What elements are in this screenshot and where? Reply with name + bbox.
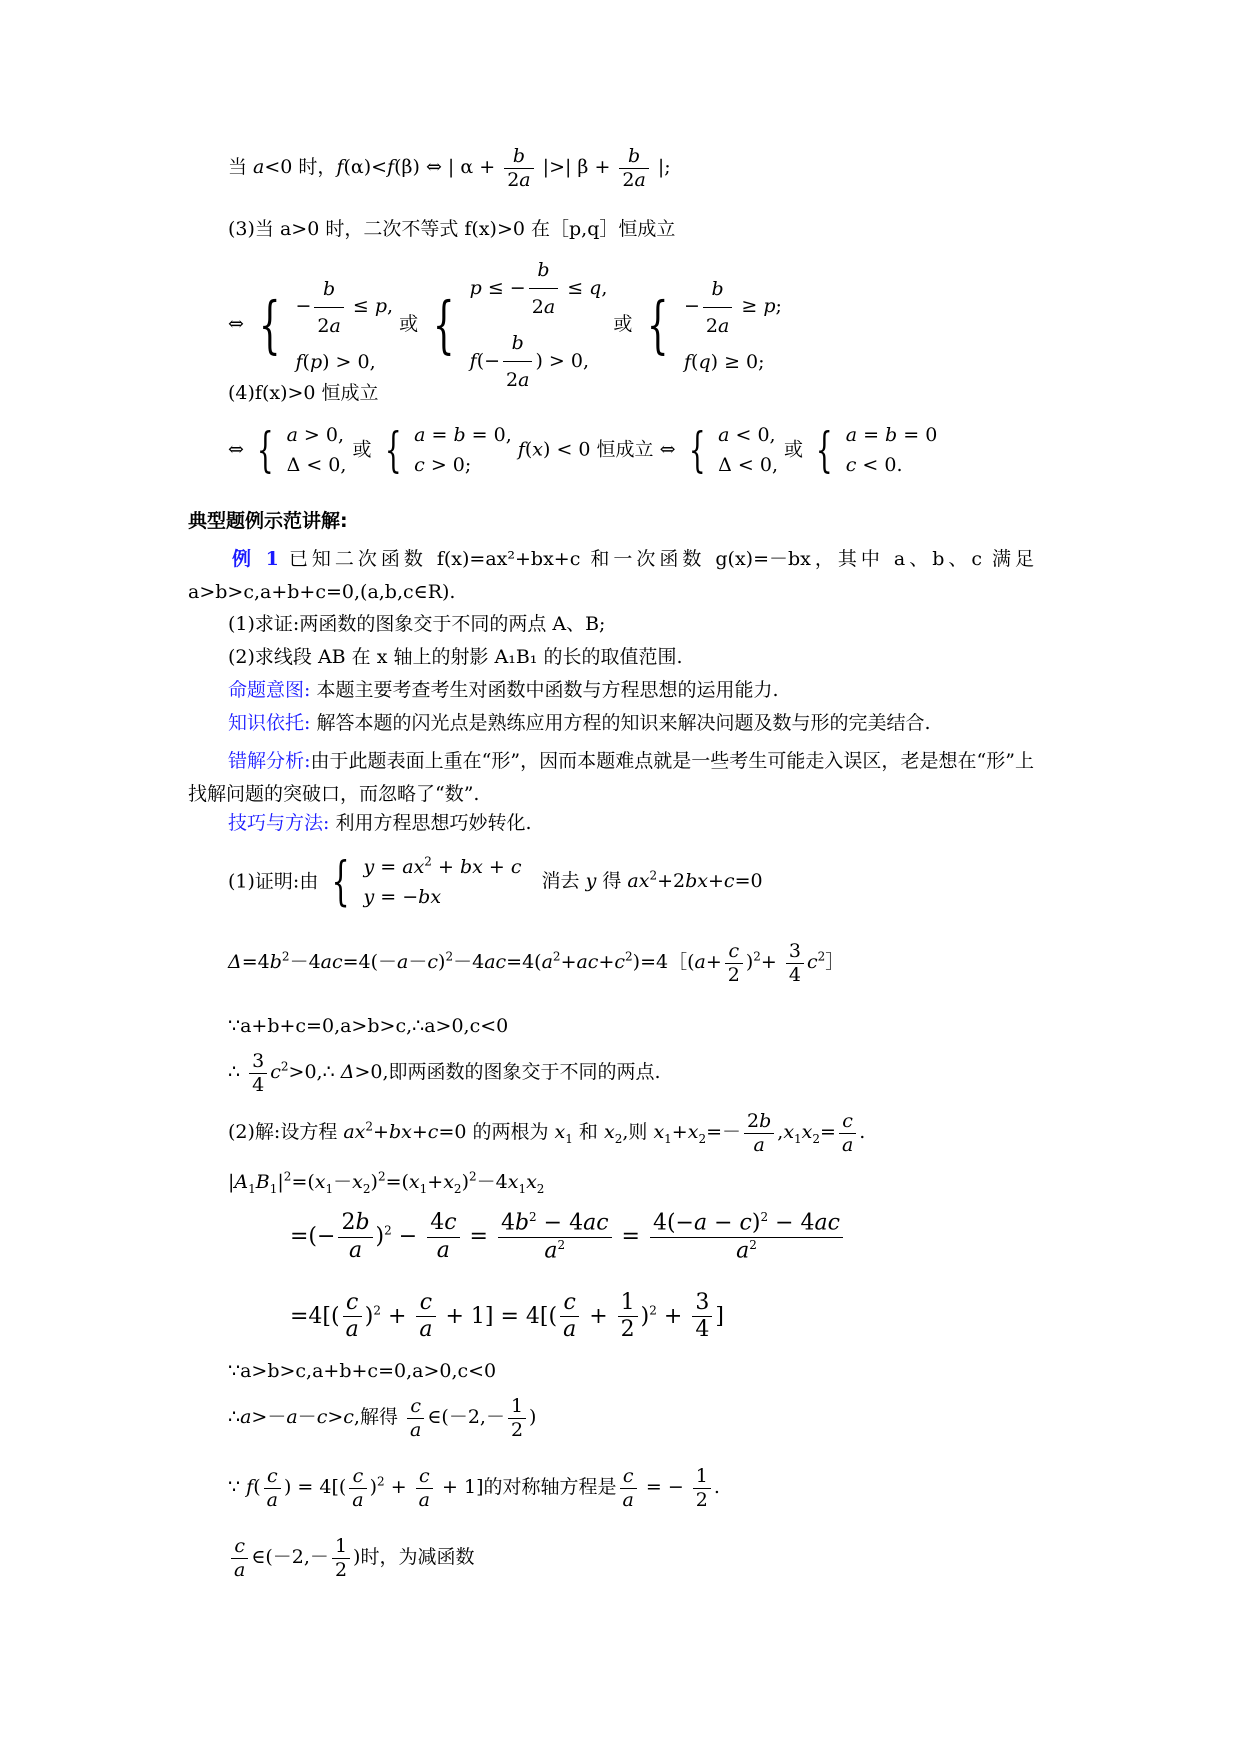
section-heading: 典型题例示范讲解:	[188, 510, 348, 532]
proof-3: ∵a+b+c=0,a>b>c,∴a>0,c<0	[228, 1015, 509, 1037]
question-2: (2)求线段 AB 在 x 轴上的射影 A₁B₁ 的长的取值范围.	[228, 646, 683, 668]
l1-text	[228, 145, 252, 146]
p2-text	[228, 940, 261, 941]
method-label: 技巧与方法:	[228, 812, 330, 834]
basis-text: 解答本题的闪光点是熟练应用方程的知识来解决问题及数与形的完美结合.	[310, 712, 931, 734]
s3-text	[290, 1210, 319, 1211]
solution-7: ∵ f( $\frac{c}{a}$ ) = 4[( $\frac{c}{a}$ )$^2$ + $\frac{c}{a}$ + 1]的对称轴方程是 $\frac{c}{a}$ = − $\frac{1}{2}$ .	[228, 1465, 720, 1511]
error-line	[188, 745, 1034, 812]
basis-label: 知识依托:	[228, 712, 311, 734]
method-text: 利用方程思想巧妙转化.	[329, 812, 532, 834]
method-line	[228, 812, 532, 835]
proof-4: ∴ $\frac{3}{4}$ $c^2>0,\therefore$ Δ>0,即两函数的图象交于不同的两点.	[228, 1050, 661, 1096]
intent-text: 本题主要考查考生对函数中函数与方程思想的运用能力.	[310, 679, 779, 701]
error-label: 错解分析:	[228, 750, 311, 772]
error-text: 由于此题表面上重在“形”，因而本题难点就是一些考生可能走入误区，老是想在“形”上找解问题的突破口，而忽略了“数”.	[188, 750, 1034, 806]
solution-3: =(− $\frac{2b}{a}$ )$^2$ − $\frac{4c}{a}$ = $\frac{4b^2 - 4ac}{a^2}$ = $\frac{4(-a - c)^2 - 4ac}{a^2}$	[290, 1210, 846, 1264]
s2-text	[228, 1170, 245, 1171]
l3-text	[228, 252, 268, 253]
line-3: ⇔ { − $\frac{b}{2a}$ ≤ p, f(p) > 0, 或 { p ≤ − $\frac{b}{2a}$ ≤ q, f(− $\frac{b}{2a}$ ) > 0, 或 { − $\frac{b}{2a}$ ≥ p; f(q) ≥ 0;	[228, 252, 782, 398]
intent-label: 命题意图:	[228, 679, 311, 701]
solution-5: ∵a>b>c,a+b+c=0,a>0,c<0	[228, 1360, 497, 1382]
example-label: 例 1	[228, 548, 279, 570]
line-2: (3)当 a>0 时，二次不等式 f(x)>0 在［p,q］恒成立	[228, 218, 676, 240]
s8-text	[228, 1535, 242, 1536]
s7-text	[228, 1465, 255, 1466]
p1-text	[228, 852, 256, 853]
solution-6: ∴a>－a－c>c,解得 $\frac{c}{a}$ ∈(－2,－ $\frac{1}{2}$ )	[228, 1395, 537, 1441]
solution-2: $|A_1B_1|^2=(x_1-x_2)^2=(x_1+x_2)^2-4x_1x_2$	[228, 1170, 545, 1197]
line-1: 当 a<0 时，f(α)<f(β) ⇔ | α + $\frac{b}{2a}$ |>| β + $\frac{b}{2a}$ |;	[228, 145, 671, 191]
s1-text	[228, 1110, 262, 1111]
solution-4: =4[( $\frac{c}{a}$ )$^2$ + $\frac{c}{a}$ + 1] = 4[( $\frac{c}{a}$ + $\frac{1}{2}$ )$^2$ + $\frac{3}{4}$ ]	[290, 1290, 724, 1343]
p4-text	[228, 1050, 251, 1051]
basis-line	[228, 712, 931, 735]
s4-text	[290, 1290, 312, 1291]
solution-1: (2)解:设方程 $ax^2+bx+c=0$ 的两根为 $x_1$ 和 $x_2$,则 $x_1+x_2=-$ $\frac{2b}{a}$ $,x_1x_2=$ $\frac{c}{a}$ .	[228, 1110, 866, 1156]
example-body: 已知二次函数 f(x)=ax²+bx+c 和一次函数 g(x)=－bx，其中 a、b、c 满足 a>b>c,a+b+c=0,(a,b,c∈R).	[188, 548, 1034, 604]
intent-line	[228, 679, 779, 702]
proof-1: (1)证明:由 { $y = ax^2$ + bx + c y = −bx 消去 y 得 $ax^2+2bx+c=0$	[228, 851, 763, 912]
proof-2: $\Delta=4b^2-4ac=4(-a-c)^2-4ac=4(a^2+ac+c^2)=4[(a+$ $\frac{c}{2}$ )$^2$+ $\frac{3}{4}$ $c^2]$	[228, 940, 845, 986]
s6-text	[228, 1395, 245, 1396]
example-1	[188, 543, 1034, 610]
line-4: (4)f(x)>0 恒成立	[228, 382, 379, 404]
question-1: (1)求证:两函数的图象交于不同的两点 A、B;	[228, 613, 606, 635]
solution-8: $\frac{c}{a}$ ∈(－2,－ $\frac{1}{2}$ )时，为减函数	[228, 1535, 474, 1582]
line-5: ⇔ { a > 0, Δ < 0, 或 { a = b = 0, c > 0; f(x) < 0 恒成立 ⇔ { a < 0, Δ < 0, 或 { a = b = 0 c < 0.	[228, 421, 938, 478]
